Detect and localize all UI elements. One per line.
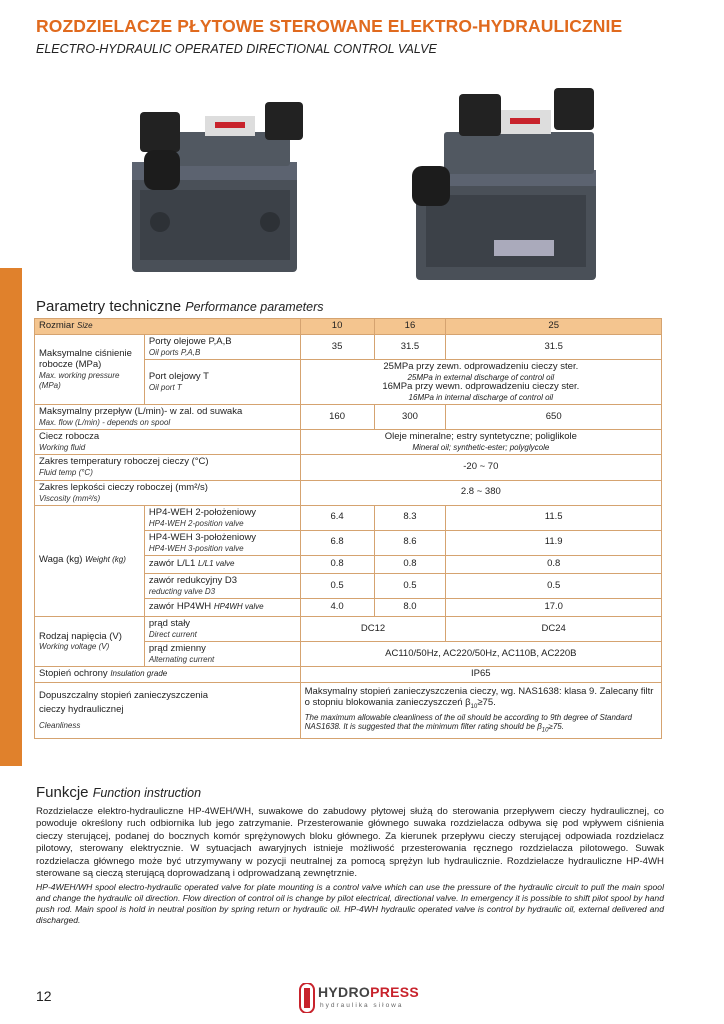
cleanliness-value-en-end: ≥75.: [548, 721, 564, 731]
weight-type-label: [144, 505, 300, 530]
viscosity-en: Viscosity (mm²/s): [39, 493, 101, 503]
cleanliness-value-en: [305, 713, 657, 735]
weight-value: 6.4: [300, 505, 374, 530]
size-label: [35, 319, 301, 335]
cleanliness-en: Cleanliness: [39, 721, 81, 731]
weight-pl: Waga (kg): [39, 554, 83, 566]
weight-value: 8.0: [374, 599, 446, 617]
port-t-en: Oil port T: [148, 383, 182, 392]
dc-en: Direct current: [148, 629, 197, 639]
ac-label: [144, 642, 300, 667]
temperature-row: [35, 455, 662, 480]
weight-label: [35, 505, 145, 616]
size-label-en: Size: [77, 321, 93, 330]
cleanliness-value-pl-end: ≥75.: [477, 696, 496, 708]
max-flow-en: Max. flow (L/min) - depends on spool: [39, 418, 171, 428]
protection-label: [35, 667, 301, 683]
port-t-line2-en: 16MPa in internal discharge of control oil: [408, 393, 554, 403]
weight-type-label: [144, 555, 300, 573]
functions-heading-en: Function instruction: [92, 786, 202, 800]
protection-value: IP65: [300, 667, 661, 683]
cleanliness-value-en-text: The maximum allowable cleanliness of the oil should be according to 9th degree of Standard NAS1638. It is suggested that the minimum filter rating should be β: [304, 712, 632, 731]
fluid-label: [35, 430, 301, 455]
ac-pl: prąd zmienny: [148, 643, 206, 655]
page-title: ROZDZIELACZE PŁYTOWE STEROWANE ELEKTRO-HYDRAULICZNIE: [36, 16, 623, 36]
orange-side-bar: [0, 268, 22, 766]
protection-row: [35, 667, 662, 683]
weight-type-pl: zawór HP4WH: [148, 601, 212, 613]
size-row: [35, 319, 662, 335]
ports-pab-value-16: 31.5: [374, 334, 446, 359]
beta-subscript: 10: [541, 727, 549, 734]
ac-en: Alternating current: [148, 655, 215, 665]
port-t-value: [300, 360, 661, 405]
cleanliness-pl-2: cieczy hydraulicznej: [39, 704, 124, 716]
protection-pl: Stopień ochrony: [39, 668, 108, 680]
max-flow-value-16: 300: [374, 405, 446, 430]
weight-type-en: HP4-WEH 2-position valve: [148, 518, 244, 528]
weight-en: Weight (kg): [85, 555, 126, 565]
fluid-row: [35, 430, 662, 455]
cleanliness-value: [300, 683, 661, 739]
temperature-pl: Zakres temperatury roboczej cieczy (°C): [39, 456, 209, 468]
logo-emblem-icon: [298, 983, 316, 1013]
weight-value: 0.8: [374, 555, 446, 573]
ports-pab-value-10: 35: [300, 334, 374, 359]
size-label-pl: Rozmiar: [39, 320, 75, 331]
weight-type-en: HP4WH valve: [213, 602, 264, 612]
temperature-label: [35, 455, 301, 480]
weight-value: 11.9: [446, 530, 662, 555]
valve-photo-right: [404, 70, 609, 290]
protection-en: Insulation grade: [110, 669, 168, 679]
voltage-label: [35, 617, 145, 667]
weight-type-pl: zawór redukcyjny D3: [148, 574, 238, 586]
fluid-en: Working fluid: [39, 443, 86, 453]
fluid-value-en: Mineral oil; synthetic-ester; polyglycole: [412, 443, 550, 453]
dc-label: [144, 617, 300, 642]
weight-value: 0.5: [374, 573, 446, 598]
max-flow-value-25: 650: [446, 405, 662, 430]
temperature-value: -20 ~ 70: [300, 455, 661, 480]
max-pressure-label: [35, 334, 145, 404]
weight-value: 0.5: [300, 573, 374, 598]
fluid-pl: Ciecz robocza: [39, 431, 100, 443]
dc-pl: prąd stały: [148, 618, 191, 630]
hydropress-logo: [298, 982, 426, 1016]
weight-type-label: [144, 530, 300, 555]
weight-type-pl: HP4-WEH 2-położeniowy: [148, 506, 257, 518]
weight-value: 11.5: [446, 505, 662, 530]
max-pressure-en: Max. working pressure (MPa): [39, 371, 120, 390]
size-16: 16: [374, 319, 446, 335]
ac-value: AC110/50Hz, AC220/50Hz, AC110B, AC220B: [300, 642, 661, 667]
logo-press: PRESS: [370, 984, 420, 1000]
weight-value: 0.8: [446, 555, 662, 573]
weight-value: 17.0: [446, 599, 662, 617]
valve-photo-left: [120, 72, 310, 287]
weight-type-label: [144, 573, 300, 598]
fluid-value: [300, 430, 661, 455]
ports-pab-en: Oil ports P,A,B: [148, 347, 201, 357]
ports-pab-value-25: 31.5: [446, 334, 662, 359]
weight-value: 0.5: [446, 573, 662, 598]
cleanliness-row: [35, 683, 662, 739]
max-flow-row: [35, 405, 662, 430]
port-t-label: [144, 360, 300, 405]
ports-pab-label: [144, 334, 300, 359]
parameters-table: [34, 318, 662, 739]
viscosity-label: [35, 480, 301, 505]
ports-pab-pl: Porty olejowe P,A,B: [148, 335, 232, 347]
max-flow-value-10: 160: [300, 405, 374, 430]
functions-text-pl: Rozdzielacze elektro-hydrauliczne HP-4WEH/WH, suwakowe do zabudowy płytowej służą do sterowania przepływem cieczy hydraulicznej, co powoduje określony ruch odbiornika lub jego zatrzymanie. Przesterowanie głównego suwaka rozdzielacza odbywa się pod wpływem ciśnienia cieczy sterującej, podanej do bocznych komór sprężynowych bloku głównego. Za kierunek przepływu cieczy sterującej odpowiada rozdzielacz pilotowy, sterowany elektrycznie. W sytuacjach awaryjnych istnieje możliwość przesterowania ręcznego rozdzielacza pilotowego. Suwak rozdzielacza głównego może być utrzymywany w pozycji neutralnej za pomocą sprężyn lub hydraulicznie. Rozdzielacze hydrauliczne HP-4WH sterowane są cieczą sterującą doprowadzaną i odprowadzaną zewnętrznie.: [36, 806, 664, 880]
weight-value: 0.8: [300, 555, 374, 573]
logo-tagline: hydraulika siłowa: [320, 1002, 404, 1009]
weight-row: [35, 505, 662, 530]
page-subtitle: ELECTRO-HYDRAULIC OPERATED DIRECTIONAL CONTROL VALVE: [36, 42, 437, 56]
voltage-dc-row: [35, 617, 662, 642]
weight-type-pl: HP4-WEH 3-położeniowy: [148, 531, 257, 543]
weight-value: 8.6: [374, 530, 446, 555]
max-pressure-pl: Maksymalne ciśnienie robocze (MPa): [39, 348, 132, 371]
temperature-en: Fluid temp (°C): [39, 468, 93, 478]
parameters-heading: [36, 298, 324, 315]
cleanliness-value-pl-text: Maksymalny stopień zanieczyszczenia cieczy, wg. NAS1638: klasa 9. Zalecany filtr o stopniu blokowania zanieczyszczeń β: [304, 686, 654, 708]
weight-type-pl: zawór L/L1: [148, 557, 196, 569]
weight-type-en: reducting valve D3: [148, 586, 216, 596]
functions-heading-pl: Funkcje: [36, 784, 89, 801]
logo-name: [318, 984, 419, 1000]
pressure-pab-row: [35, 334, 662, 359]
port-t-pl: Port olejowy T: [148, 371, 209, 383]
weight-value: 8.3: [374, 505, 446, 530]
port-t-line2-pl: 16MPa przy wewn. odprowadzeniu cieczy ster.: [382, 381, 580, 393]
functions-text-en: HP-4WEH/WH spool electro-hydraulic operated valve for plate mounting is a control valve which can use the pressure of the hydraulic circuit to pull the main spool and change the hydraulic oil direction. Flow direction of control oil is change by pilot electrical, directional valve. In emergency it is possible to shift pilot spool by hand push rod. Main spool is hold in neutral position by spring return or hydraulic oil. HP-4WH hydraulic operated valve is control by hydraulic oil, external delivered and discharged.: [36, 882, 664, 925]
page-number: 12: [36, 988, 52, 1004]
cleanliness-label: [35, 683, 301, 739]
weight-type-en: L/L1 valve: [198, 558, 235, 568]
parameters-heading-en: Performance parameters: [185, 300, 324, 314]
logo-hydro: HYDRO: [318, 984, 371, 1000]
voltage-en: Working voltage (V): [39, 642, 110, 652]
max-flow-label: [35, 405, 301, 430]
weight-value: 4.0: [300, 599, 374, 617]
weight-type-en: HP4-WEH 3-position valve: [148, 543, 244, 553]
parameters-heading-pl: Parametry techniczne: [36, 298, 182, 315]
viscosity-row: [35, 480, 662, 505]
viscosity-value: 2.8 ~ 380: [300, 480, 661, 505]
size-10: 10: [300, 319, 374, 335]
max-flow-pl: Maksymalny przepływ (L/min)- w zal. od suwaka: [39, 406, 243, 418]
weight-type-label: [144, 599, 300, 617]
beta-subscript: 10: [470, 703, 478, 710]
voltage-pl: Rodzaj napięcia (V): [39, 630, 122, 642]
dc-value-12: DC12: [300, 617, 446, 642]
port-t-line1-en: 25MPa in external discharge of control oil: [407, 372, 555, 382]
functions-heading: [36, 784, 201, 801]
weight-value: 6.8: [300, 530, 374, 555]
cleanliness-pl-1: Dopuszczalny stopień zanieczyszczenia: [39, 690, 208, 702]
dc-value-24: DC24: [446, 617, 662, 642]
viscosity-pl: Zakres lepkości cieczy roboczej (mm²/s): [39, 481, 208, 493]
size-25: 25: [446, 319, 662, 335]
fluid-value-pl: Oleje mineralne; estry syntetyczne; poliglikole: [384, 431, 577, 443]
port-t-line1-pl: 25MPa przy zewn. odprowadzeniu cieczy ster.: [383, 361, 579, 373]
cleanliness-value-pl: [305, 686, 654, 708]
